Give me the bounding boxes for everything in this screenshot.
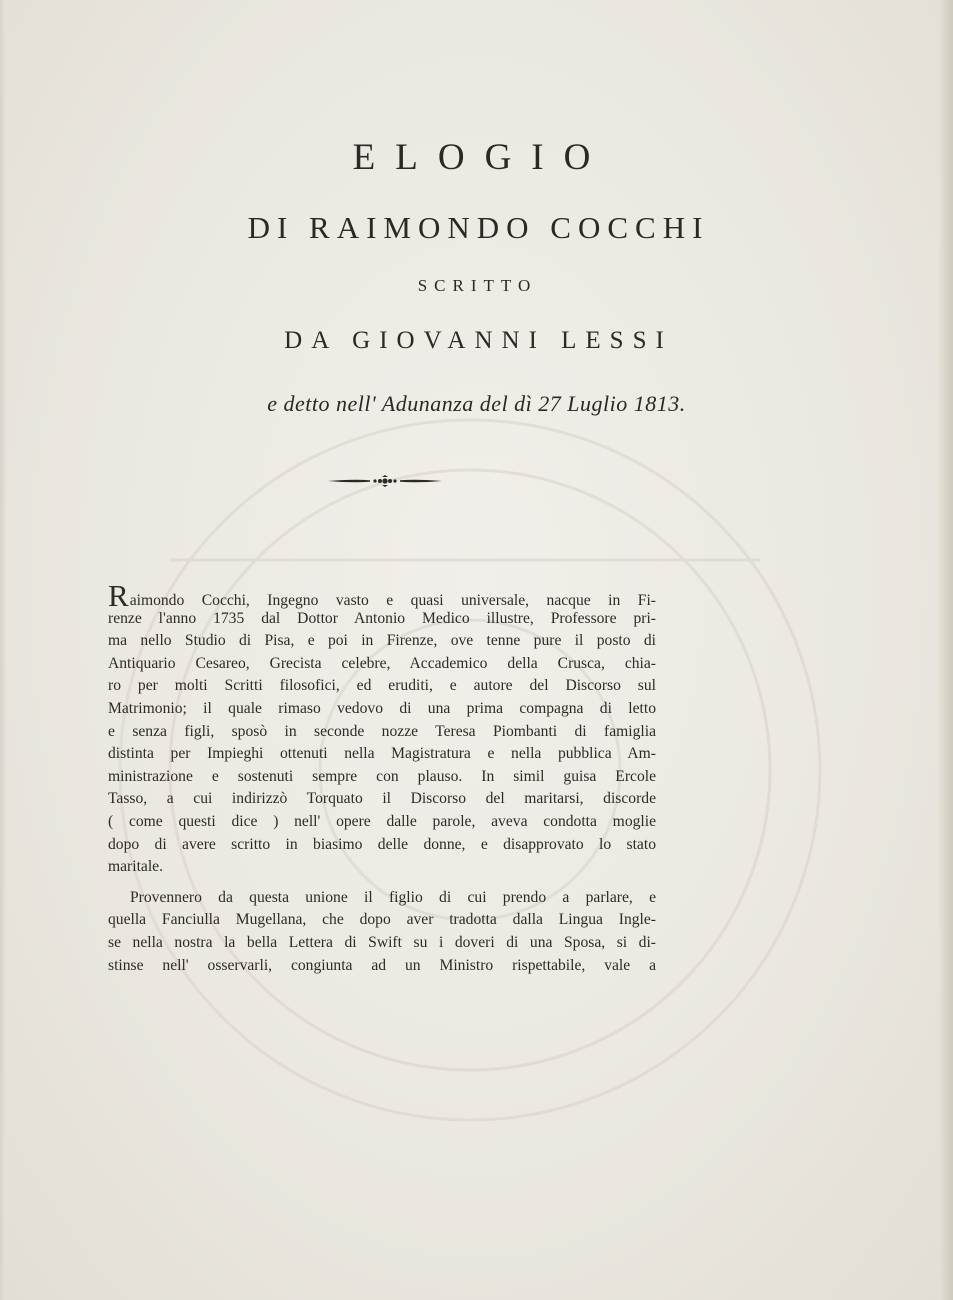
text-line: dopo di avere scritto in biasimo delle donne, e disapprovato lo stato [108, 835, 656, 853]
text-line: Matrimonio; il quale rimaso vedovo di una prima compagna di letto [108, 699, 656, 717]
text-line: ministrazione e sostenuti sempre con plauso. In simil guisa Ercole [108, 767, 656, 785]
paragraph-gap [108, 879, 656, 887]
text-line: Tasso, a cui indirizzò Torquato il Discorso del maritarsi, discorde [108, 790, 656, 808]
text-line: ro per molti Scritti filosofici, ed eruditi, e autore del Discorso sul [108, 677, 656, 695]
document-title: ELOGIO [352, 137, 611, 178]
page-left-edge [0, 0, 6, 1300]
written-label: SCRITTO [417, 276, 538, 295]
author-line: DA GIOVANNI LESSI [284, 327, 673, 354]
text-line: se nella nostra la bella Lettera di Swift su i doveri di una Sposa, si di- [108, 933, 656, 951]
text-line: maritale. [108, 858, 163, 876]
text-line: ma nello Studio di Pisa, e poi in Firenze, ove tenne pure il posto di [108, 632, 656, 650]
text-line: Raimondo Cocchi, Ingegno vasto e quasi universale, nacque in Fi- [108, 578, 656, 613]
text-line: Antiquario Cesareo, Grecista celebre, Accademico della Crusca, chia- [108, 654, 656, 672]
text-line: e senza figli, sposò in seconde nozze Teresa Piombanti di famiglia [108, 722, 656, 740]
page-right-edge [939, 0, 953, 1300]
date-line: e detto nell' Adunanza del dì 27 Luglio 1813. [267, 391, 686, 416]
body-text [108, 578, 656, 977]
drop-cap: R [108, 578, 129, 613]
text-line: Provennero da questa unione il figlio di cui prendo a parlare, e [130, 888, 656, 906]
text-line: distinta per Impieghi ottenuti nella Magistratura e nella pubblica Am- [108, 745, 656, 763]
divider-ornament-icon [326, 474, 444, 488]
document-subject: DI RAIMONDO COCCHI [247, 210, 710, 245]
text-line: stinse nell' osservarli, congiunta ad un Ministro rispettabile, vale a [108, 956, 656, 974]
text-line: renze l'anno 1735 dal Dottor Antonio Medico illustre, Professore pri- [108, 609, 656, 627]
text-line: ( come questi dice ) nell' opere dalle parole, aveva condotta moglie [108, 812, 656, 830]
text-line: quella Fanciulla Mugellana, che dopo aver tradotta dalla Lingua Ingle- [108, 911, 656, 929]
